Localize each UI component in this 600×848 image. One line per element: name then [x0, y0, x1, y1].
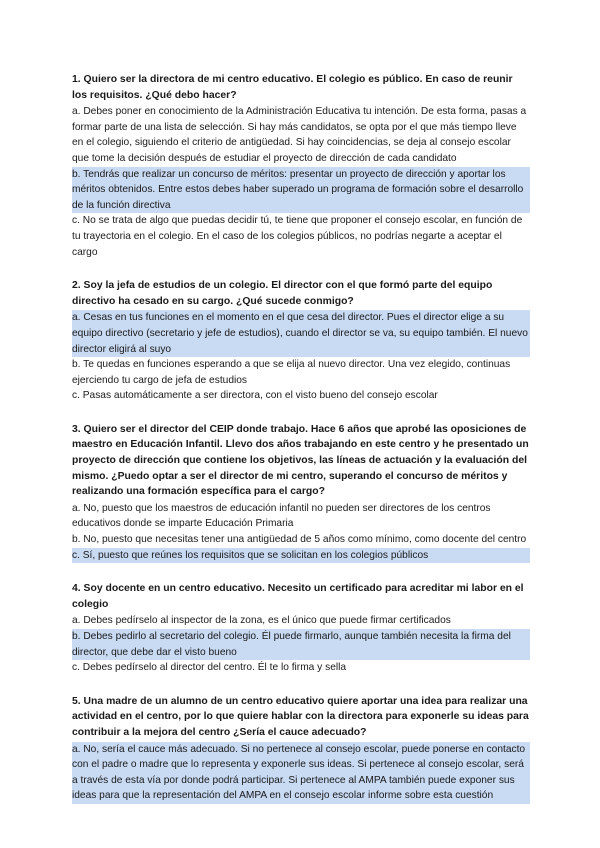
answer-option-b-highlighted: b. Tendrás que realizar un concurso de méritos: presentar un proyecto de dirección y aportar los méritos obtenidos. Entre estos debes haber superado un programa de formación sobre el desarrollo de la función directiva	[72, 167, 530, 214]
answer-option-b: b. No, puesto que necesitas tener una antigüedad de 5 años como mínimo, como docente del centro	[72, 534, 527, 546]
answer-option-c-highlighted: c. Sí, puesto que reúnes los requisitos que se solicitan en los colegios públicos	[72, 548, 530, 564]
question-title: 4. Soy docente en un centro educativo. Necesito un certificado para acreditar mi labor en el colegio	[72, 583, 524, 610]
answer-option-a: a. Debes pedírselo al inspector de la zona, es el único que puede firmar certificados	[72, 615, 451, 627]
answer-option-a: a. Debes poner en conocimiento de la Administración Educativa tu intención. De esta forma, pasas a formar parte de una lista de selección. Si hay más candidatos, se opta por el que más tiempo lleve en el colegio, siguiendo el criterio de antigüedad. Si hay coincidencias, se deja al consejo escolar que tome la decisión después de estudiar el proyecto de dirección de cada candidato	[72, 106, 527, 164]
question-title: 3. Quiero ser el director del CEIP donde trabajo. Hace 6 años que aprobé las oposiciones de maestro en Educación Infantil. Llevo dos años trabajando en este centro y he presentado un proyecto de dirección que contiene los objetivos, las líneas de actuación y la evaluación del mismo. ¿Puedo optar a ser el director de mi centro, superando el concurso de méritos y realizando una formación específica para el cargo?	[72, 423, 529, 498]
question-title: 1. Quiero ser la directora de mi centro educativo. El colegio es público. En caso de reunir los requisitos. ¿Qué debo hacer?	[72, 74, 513, 101]
answer-option-a: a. No, puesto que los maestros de educación infantil no pueden ser directores de los centros educativos donde se imparte Educación Primaria	[72, 502, 491, 530]
question-title: 5. Una madre de un alumno de un centro educativo quiere aportar una idea para realizar una actividad en el centro, por lo que quiere hablar con la directora para exponerle su ideas para contribuir a la mejora del centro ¿Sería el cauce adecuado?	[72, 695, 529, 738]
question-2	[72, 278, 530, 404]
answer-option-c: c. No se trata de algo que puedas decidir tú, te tiene que proponer el consejo escolar, en función de tu trayectoria en el colegio. En el caso de los colegios públicos, no podrías negarte a aceptar el cargo	[72, 215, 523, 258]
answer-option-c: c. Pasas automáticamente a ser directora, con el visto bueno del consejo escolar	[72, 390, 438, 402]
question-5	[72, 694, 530, 804]
question-title: 2. Soy la jefa de estudios de un colegio. El director con el que formó parte del equipo directivo ha cesado en su cargo. ¿Qué sucede conmigo?	[72, 280, 493, 307]
answer-option-b-highlighted: b. Debes pedirlo al secretario del colegio. Él puede firmarlo, aunque también necesita la firma del director, que debe dar el visto bueno	[72, 629, 530, 660]
answer-option-a-highlighted: a. Cesas en tus funciones en el momento en el que cesa del director. Pues el director elige a su equipo directivo (secretario y jefe de estudios), cuando el director se va, su equipo también. El nuevo director eligirá al suyo	[72, 310, 530, 357]
question-1	[72, 72, 530, 260]
question-4	[72, 581, 530, 676]
question-3	[72, 422, 530, 563]
answer-option-c: c. Debes pedírselo al director del centro. Él te lo firma y sella	[72, 662, 347, 674]
answer-option-a-highlighted: a. No, sería el cauce más adecuado. Si no pertenece al consejo escolar, puede ponerse en contacto con el padre o madre que lo representa y exponerle sus ideas. Si pertenece al consejo escolar, será a través de esta vía por donde podrá participar. Si pertenece al AMPA también puede exponer sus ideas para que la representación del AMPA en el consejo escolar informe sobre esta cuestión	[72, 742, 530, 804]
answer-option-b: b. Te quedas en funciones esperando a que se elija al nuevo director. Una vez elegido, continuas ejerciendo tu cargo de jefa de estudios	[72, 359, 511, 386]
